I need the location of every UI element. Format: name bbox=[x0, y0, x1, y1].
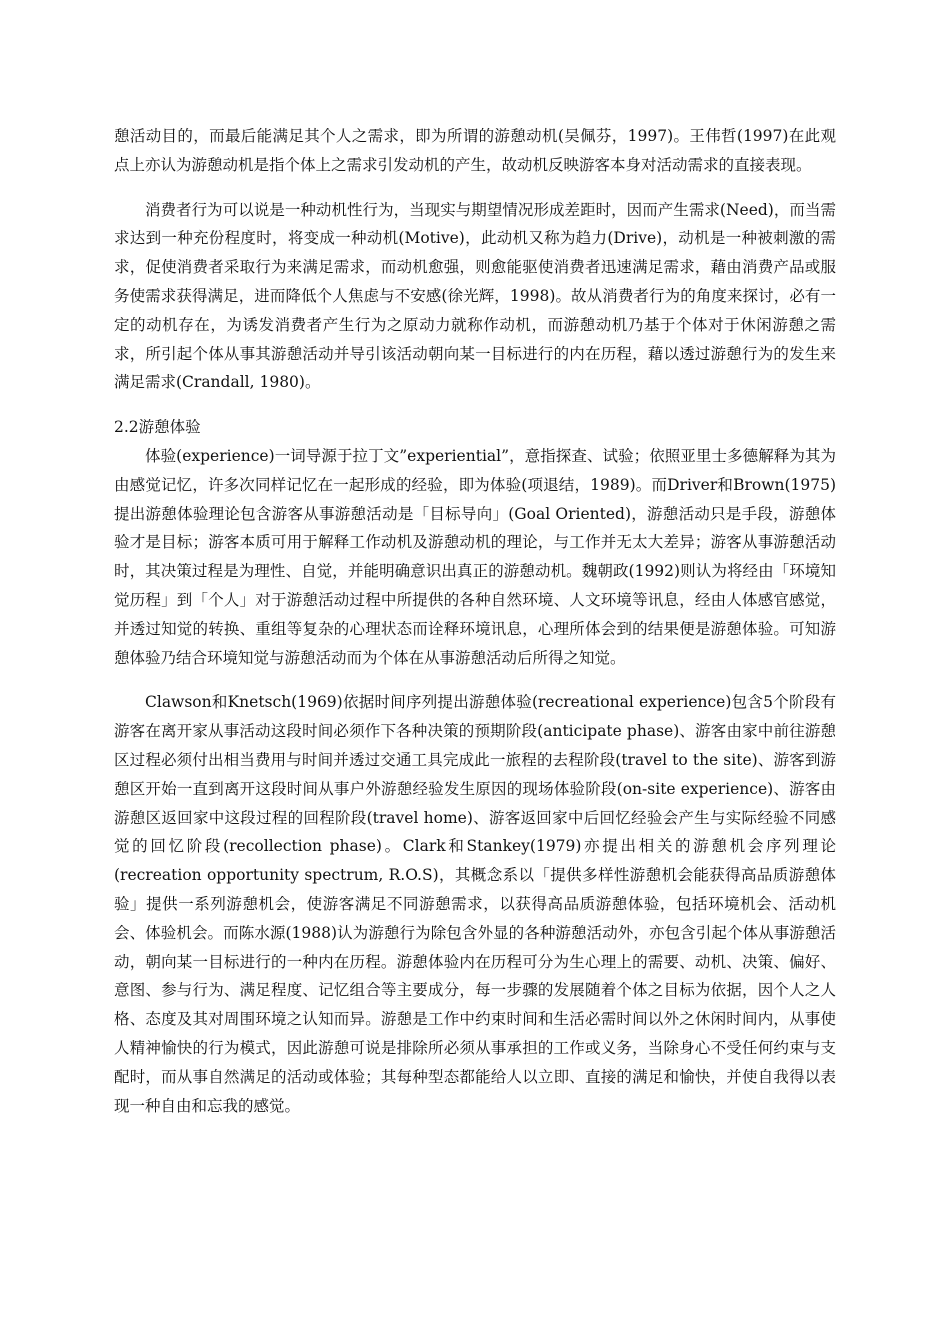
paragraph-experience-definition: 体验(experience)一词导源于拉丁文”experiential”，意指探查、试验；依照亚里士多德解释为其为由感觉记忆，许多次同样记忆在一起形成的经验，即为体验(项退结，1989)。而Driver和Brown(1975)提出游憩体验理论包含游客从事游憩活动是「目标导向」(Goal Oriented)，游憩活动只是手段，游憩体验才是目标；游客本质可用于解释工作动机及游憩动机的理论，与工作并无太大差异；游客从事游憩活动时，其决策过程是为理性、自觉，并能明确意识出真正的游憩动机。魏朝政(1992)则认为将经由「环境知觉历程」到「个人」对于游憩活动过程中所提供的各种自然环境、人文环境等讯息，经由人体感官感觉，并透过知觉的转换、重组等复杂的心理状态而诠释环境讯息，心理所体会到的结果便是游憩体验。可知游憩体验乃结合环境知觉与游憩活动而为个体在从事游憩活动后所得之知觉。 bbox=[114, 446, 836, 667]
section-heading: 2.2游憩体验 bbox=[114, 418, 201, 437]
paragraph-experience-phases: Clawson和Knetsch(1969)依据时间序列提出游憩体验(recreational experience)包含5个阶段有游客在离开家从事活动这段时间必须作下各种决策的预期阶段(anticipate phase)、游客由家中前往游憩区过程必须付出相当费用与时间并透过交通工具完成此一旅程的去程阶段(travel to the site)、游客到游憩区开始一直到离开这段时间从事户外游憩经验发生原因的现场体验阶段(on-site experience)、游客由游憩区返回家中这段过程的回程阶段(travel home)、游客返回家中后回忆经验会产生与实际经验不同感觉的回忆阶段(recollection phase)。Clark和Stankey(1979)亦提出相关的游憩机会序列理论(recreation opportunity spectrum, R.O.S)，其概念系以「提供多样性游憩机会能获得高品质游憩体验」提供一系列游憩机会，使游客满足不同游憩需求，以获得高品质游憩体验，包括环境机会、活动机会、体验机会。而陈水源(1988)认为游憩行为除包含外显的各种游憩活动外，亦包含引起个体从事游憩活动，朝向某一目标进行的一种内在历程。游憩体验内在历程可分为生心理上的需要、动机、决策、偏好、意图、参与行为、满足程度、记忆组合等主要成分，每一步骤的发展随着个体之目标为依据，因个人之人格、态度及其对周围环境之认知而异。游憩是工作中约束时间和生活必需时间以外之休闲时间内，从事使人精神愉快的行为模式，因此游憩可说是排除所必须从事承担的工作或义务，当除身心不受任何约束与支配时，而从事自然满足的活动或体验；其每种型态都能给人以立即、直接的满足和愉快，并使自我得以表现一种自由和忘我的感觉。 bbox=[114, 693, 836, 1115]
paragraph-continued: 憩活动目的，而最后能满足其个人之需求，即为所谓的游憩动机(吴佩芬，1997)。王伟哲(1997)在此观点上亦认为游憩动机是指个体上之需求引发动机的产生，故动机反映游客本身对活动需求的直接表现。 bbox=[114, 127, 836, 174]
paragraph-consumer-motivation: 消费者行为可以说是一种动机性行为，当现实与期望情况形成差距时，因而产生需求(Need)，而当需求达到一种充份程度时，将变成一种动机(Motive)，此动机又称为趋力(Drive)，动机是一种被刺激的需求，促使消费者采取行为来满足需求，而动机愈强，则愈能驱使消费者迅速满足需求，藉由消费产品或服务使需求获得满足，进而降低个人焦虑与不安感(徐光辉，1998)。故从消费者行为的角度来探讨，必有一定的动机存在，为诱发消费者产生行为之原动力就称作动机，而游憩动机乃基于个体对于休闲游憩之需求，所引起个体从事其游憩活动并导引该活动朝向某一目标进行的内在历程，藉以透过游憩行为的发生来满足需求(Crandall, 1980)。 bbox=[114, 200, 836, 392]
document-body bbox=[114, 122, 836, 1120]
